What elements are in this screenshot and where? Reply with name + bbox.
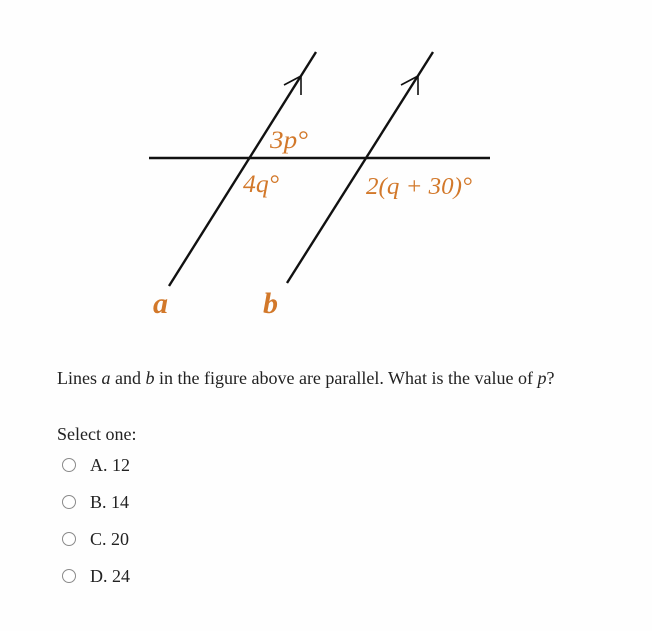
question-text-part: ?	[546, 368, 555, 388]
angle-label-4q: 4q°	[243, 171, 279, 198]
radio-button-a[interactable]	[62, 458, 76, 472]
option-d-label: D. 24	[90, 565, 130, 586]
option-c[interactable]	[62, 527, 129, 551]
question-var-p: p	[537, 368, 547, 388]
angle-label-3p: 3p°	[268, 127, 308, 154]
line-b	[287, 52, 433, 283]
question-var-a: a	[101, 368, 111, 388]
line-label-a: a	[153, 287, 168, 320]
line-label-b: b	[263, 287, 278, 320]
radio-button-c[interactable]	[62, 532, 76, 546]
option-b[interactable]	[62, 490, 129, 514]
option-a-label: A. 12	[90, 454, 130, 475]
question-text-part: and	[110, 368, 146, 388]
angle-label-expression: 2(q + 30)°	[366, 174, 473, 200]
radio-button-b[interactable]	[62, 495, 76, 509]
question-text	[57, 368, 555, 389]
option-a[interactable]	[62, 453, 130, 477]
question-var-b: b	[145, 368, 155, 388]
option-c-label: C. 20	[90, 528, 130, 549]
radio-button-d[interactable]	[62, 569, 76, 583]
option-b-label: B. 14	[90, 491, 130, 512]
question-text-part: in the figure above are parallel. What is the value of	[154, 368, 538, 388]
option-d[interactable]	[62, 564, 130, 588]
select-one-label: Select one:	[57, 424, 137, 444]
line-a	[169, 52, 316, 286]
question-text-part: Lines	[57, 368, 102, 388]
